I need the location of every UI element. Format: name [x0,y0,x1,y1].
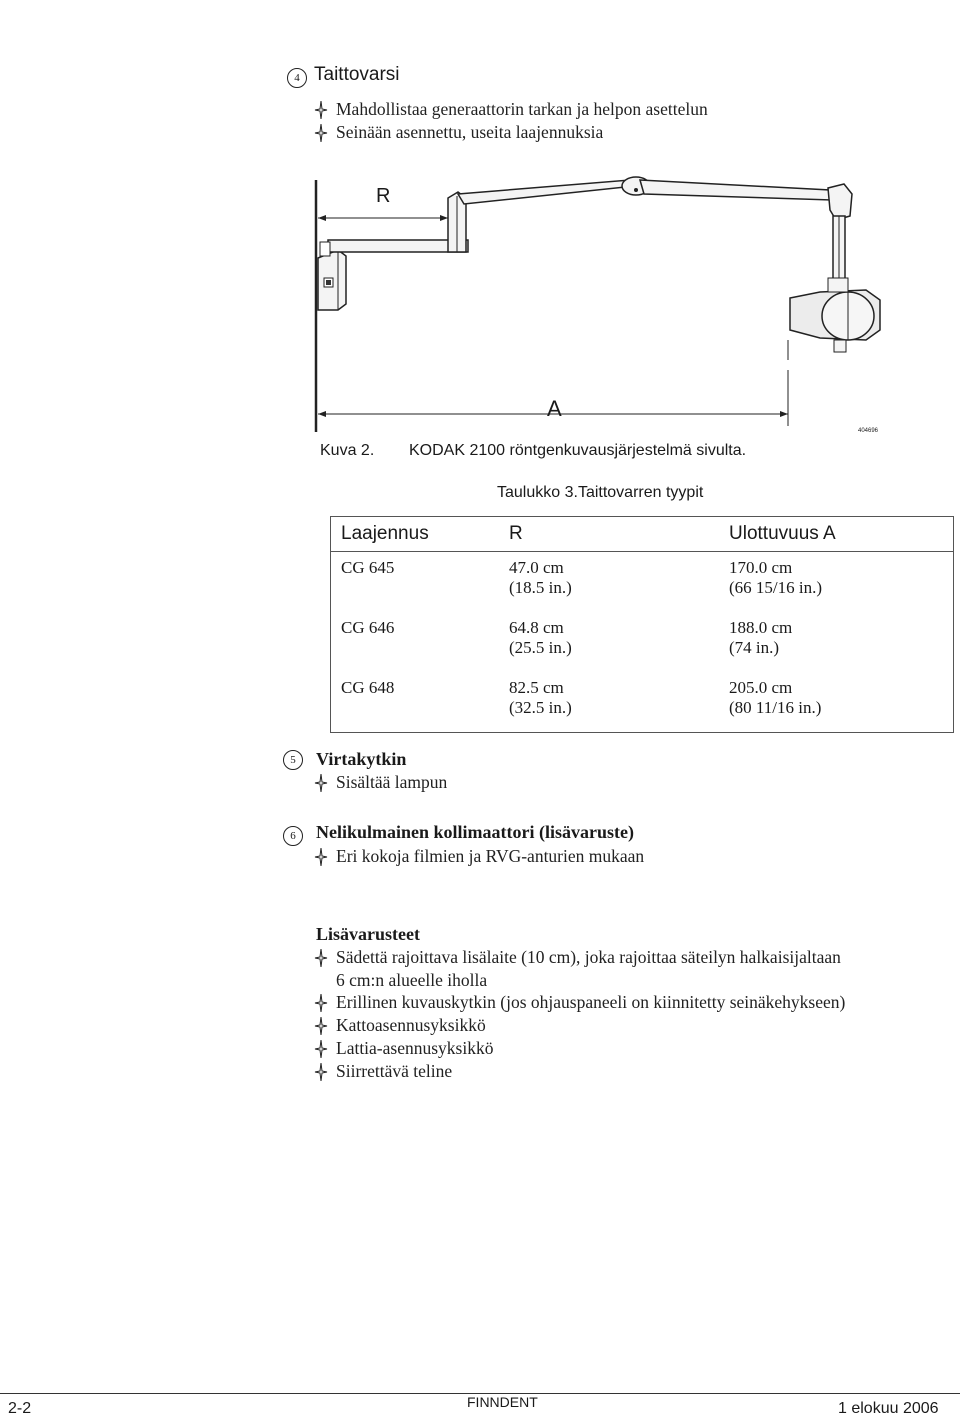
sparkle-bullet-icon [314,773,328,793]
cell-r: 47.0 cm (18.5 in.) [509,558,572,597]
table-title: Taulukko 3.Taittovarren tyypit [497,484,704,501]
sparkle-bullet-icon [314,100,328,120]
accessory-item: Erillinen kuvauskytkin (jos ohjauspaneeli on kiinnitetty seinäkehykseen) [336,992,846,1012]
figure-id: 404696 [858,428,879,434]
sparkle-bullet-icon [314,1016,328,1036]
figure-caption-text: KODAK 2100 röntgenkuvausjärjestelmä sivulta. [409,442,747,459]
cell-reach: 188.0 cm (74 in.) [729,618,793,657]
table-row [331,552,954,613]
sparkle-bullet-icon [314,1039,328,1059]
accessory-item: Kattoasennusyksikkö [336,1015,486,1035]
sparkle-bullet-icon [314,847,328,867]
accessory-item: Lattia-asennusyksikkö [336,1038,494,1058]
dimension-label-a: A [547,396,562,421]
section-number-4: 4 [287,68,307,88]
section-title-collimator: Nelikulmainen kollimaattori (lisävaruste) [316,822,634,842]
footer-page-number: 2-2 [8,1400,32,1417]
sparkle-bullet-icon [314,123,328,143]
section-title-virtakytkin: Virtakytkin [316,749,407,769]
cell-model: CG 648 [341,678,395,697]
column-header-reach: Ulottuvuus A [719,517,954,552]
sparkle-bullet-icon [314,948,328,968]
accessory-item: Siirrettävä teline [336,1061,453,1081]
table-header-row [331,517,954,552]
section4-bullet-2: Seinään asennettu, useita laajennuksia [336,122,604,142]
accessories-title: Lisävarusteet [316,924,420,944]
articulated-arm-diagram [300,170,890,440]
section-title-taittovarsi: Taittovarsi [314,64,400,85]
cell-model: CG 645 [341,558,395,577]
sparkle-bullet-icon [314,1062,328,1082]
section5-bullet-1: Sisältää lampun [336,772,448,792]
accessory-item-continuation: 6 cm:n alueelle iholla [336,970,488,990]
figure-caption-label: Kuva 2. [320,442,375,459]
footer-company: FINNDENT [467,1394,538,1410]
cell-r: 82.5 cm (32.5 in.) [509,678,572,717]
sparkle-bullet-icon [314,993,328,1013]
cell-reach: 170.0 cm (66 15/16 in.) [729,558,823,597]
accessory-item: Sädettä rajoittava lisälaite (10 cm), joka rajoittaa säteilyn halkaisijaltaan [336,947,841,967]
table-row [331,672,954,733]
section6-bullet-1: Eri kokoja filmien ja RVG-anturien mukaan [336,846,645,866]
section4-bullet-1: Mahdollistaa generaattorin tarkan ja helpon asettelun [336,99,708,119]
column-header-extension: Laajennus [331,517,500,552]
cell-r: 64.8 cm (25.5 in.) [509,618,572,657]
dimension-label-r: R [376,185,391,207]
arm-types-table [330,516,954,733]
section-number-6: 6 [283,826,303,846]
section-number-5: 5 [283,750,303,770]
table-row [331,612,954,672]
column-header-r: R [499,517,719,552]
cell-reach: 205.0 cm (80 11/16 in.) [729,678,822,717]
cell-model: CG 646 [341,618,395,637]
footer-date: 1 elokuu 2006 [838,1400,939,1417]
